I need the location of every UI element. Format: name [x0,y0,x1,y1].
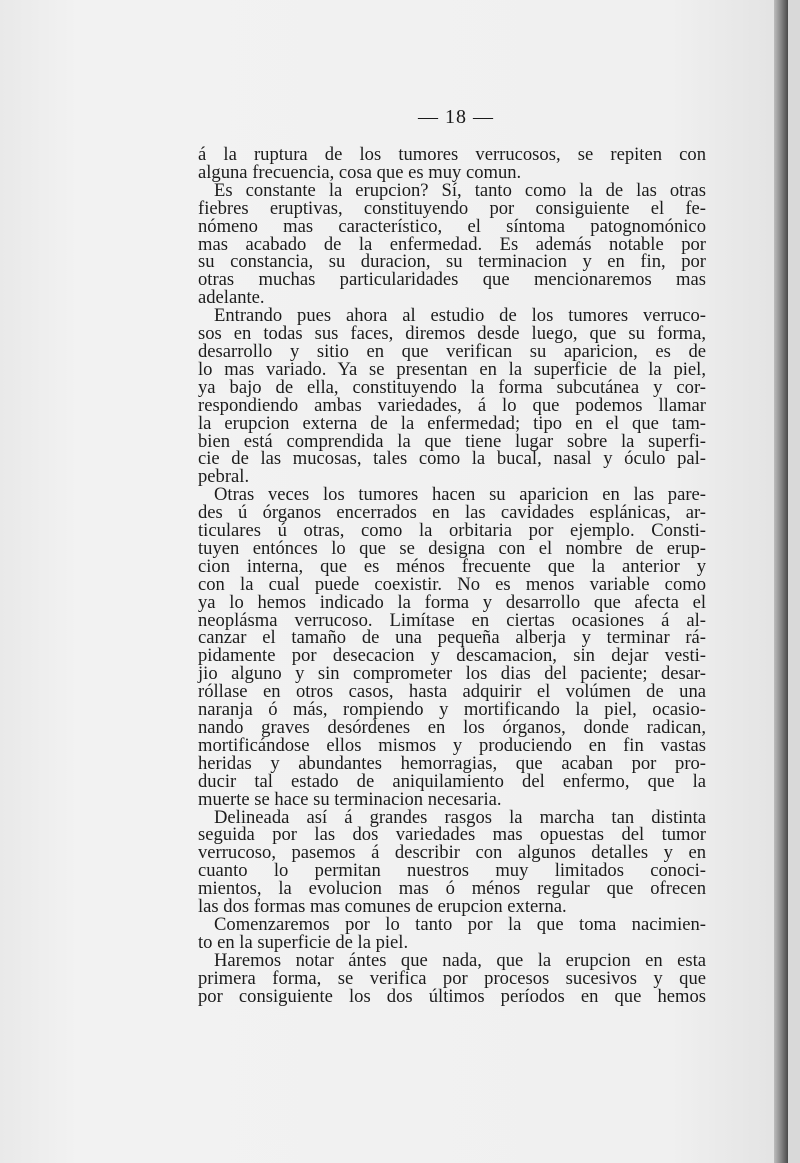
text-line: ya lo hemos indicado la forma y desarrollo que afecta el [198,591,706,613]
page-edge-shadow [774,0,788,1163]
text-line: por consiguiente los dos últimos períodos en que hemos [198,985,706,1007]
text-line: la erupcion externa de la enfermedad; tipo en el que tam- [198,412,706,434]
text-line: su constancia, su duracion, su terminacion y en fin, por [198,251,706,273]
text-line: nómeno mas característico, el síntoma patognomónico [198,215,706,237]
text-line: to en la superficie de la piel. [198,931,409,953]
text-line: Otras veces los tumores hacen su aparicion en las pare- [214,484,706,506]
text-line: jio alguno y sin comprometer los dias del paciente; desar- [198,663,706,685]
text-line: pidamente por desecacion y descamacion, sin dejar vesti- [198,645,706,667]
text-line: Delineada así á grandes rasgos la marcha tan distinta [214,806,706,828]
text-line: naranja ó más, rompiendo y mortificando la piel, ocasio- [198,699,706,721]
text-line: desarrollo y sitio en que verifican su aparicion, es de [198,340,706,362]
text-line: las dos formas mas comunes de erupcion externa. [198,896,567,918]
text-line: sos en todas sus faces, diremos desde luego, que su forma, [198,323,706,345]
text-line: muerte se hace su terminacion necesaria. [198,788,502,810]
text-line: verrucoso, pasemos á describir con algunos detalles y en [198,842,706,864]
text-line: Comenzaremos por lo tanto por la que toma nacimien- [214,913,706,935]
text-line: á la ruptura de los tumores verrucosos, se repiten con [198,144,706,165]
text-line: bien está comprendida la que tiene lugar sobre la superfi- [198,430,706,452]
text-line: mas acabado de la enfermedad. Es además notable por [198,233,706,255]
text-line: alguna frecuencia, cosa que es muy comun. [198,161,522,183]
text-line: Entrando pues ahora al estudio de los tumores verruco- [214,305,706,327]
text-line: Haremos notar ántes que nada, que la erupcion en esta [214,949,706,971]
page-number: — 18 — [418,106,494,128]
text-line: nando graves desórdenes en los órganos, donde radican, [198,717,706,738]
text-line: ducir tal estado de aniquilamiento del enfermo, que la [198,770,706,792]
text-line: canzar el tamaño de una pequeña alberja y terminar rá- [198,627,706,649]
text-line: róllase en otros casos, hasta adquirir el volúmen de una [198,681,706,703]
text-line: mientos, la evolucion mas ó ménos regular que ofrecen [198,878,706,900]
text-line: pebral. [198,466,250,488]
text-line: adelante. [198,287,265,309]
text-line: ya bajo de ella, constituyendo la forma subcutánea y cor- [198,376,706,398]
text-line: neoplásma verrucoso. Limítase en ciertas ocasiones á al- [198,609,706,631]
text-line: fiebres eruptivas, constituyendo por consiguiente el fe- [198,197,706,219]
text-line: tuyen entónces lo que se designa con el nombre de erup- [198,537,706,559]
text-line: mortificándose ellos mismos y produciendo en fin vastas [198,734,706,756]
text-line: cie de las mucosas, tales como la bucal, nasal y óculo pal- [198,448,706,470]
text-line: des ú órganos encerrados en las cavidades esplánicas, ar- [198,502,706,524]
text-line: con la cual puede coexistir. No es menos variable como [198,573,706,595]
text-line: otras muchas particularidades que mencionaremos mas [198,269,706,291]
text-line: cuanto lo permitan nuestros muy limitados conoci- [198,860,706,882]
text-line: respondiendo ambas variedades, á lo que podemos llamar [198,394,706,416]
text-line: seguida por las dos variedades mas opuestas del tumor [198,824,706,846]
text-line: ticulares ú otras, como la orbitaria por ejemplo. Consti- [198,520,706,542]
text-line: lo mas variado. Ya se presentan en la superficie de la piel, [198,358,706,380]
text-line: Es constante la erupcion? Sí, tanto como la de las otras [214,179,706,201]
text-line: primera forma, se verifica por procesos sucesivos y que [198,967,706,989]
text-line: heridas y abundantes hemorragias, que acaban por pro- [198,752,706,774]
text-line: cion interna, que es ménos frecuente que la anterior y [198,555,706,577]
body-text [198,146,706,1006]
